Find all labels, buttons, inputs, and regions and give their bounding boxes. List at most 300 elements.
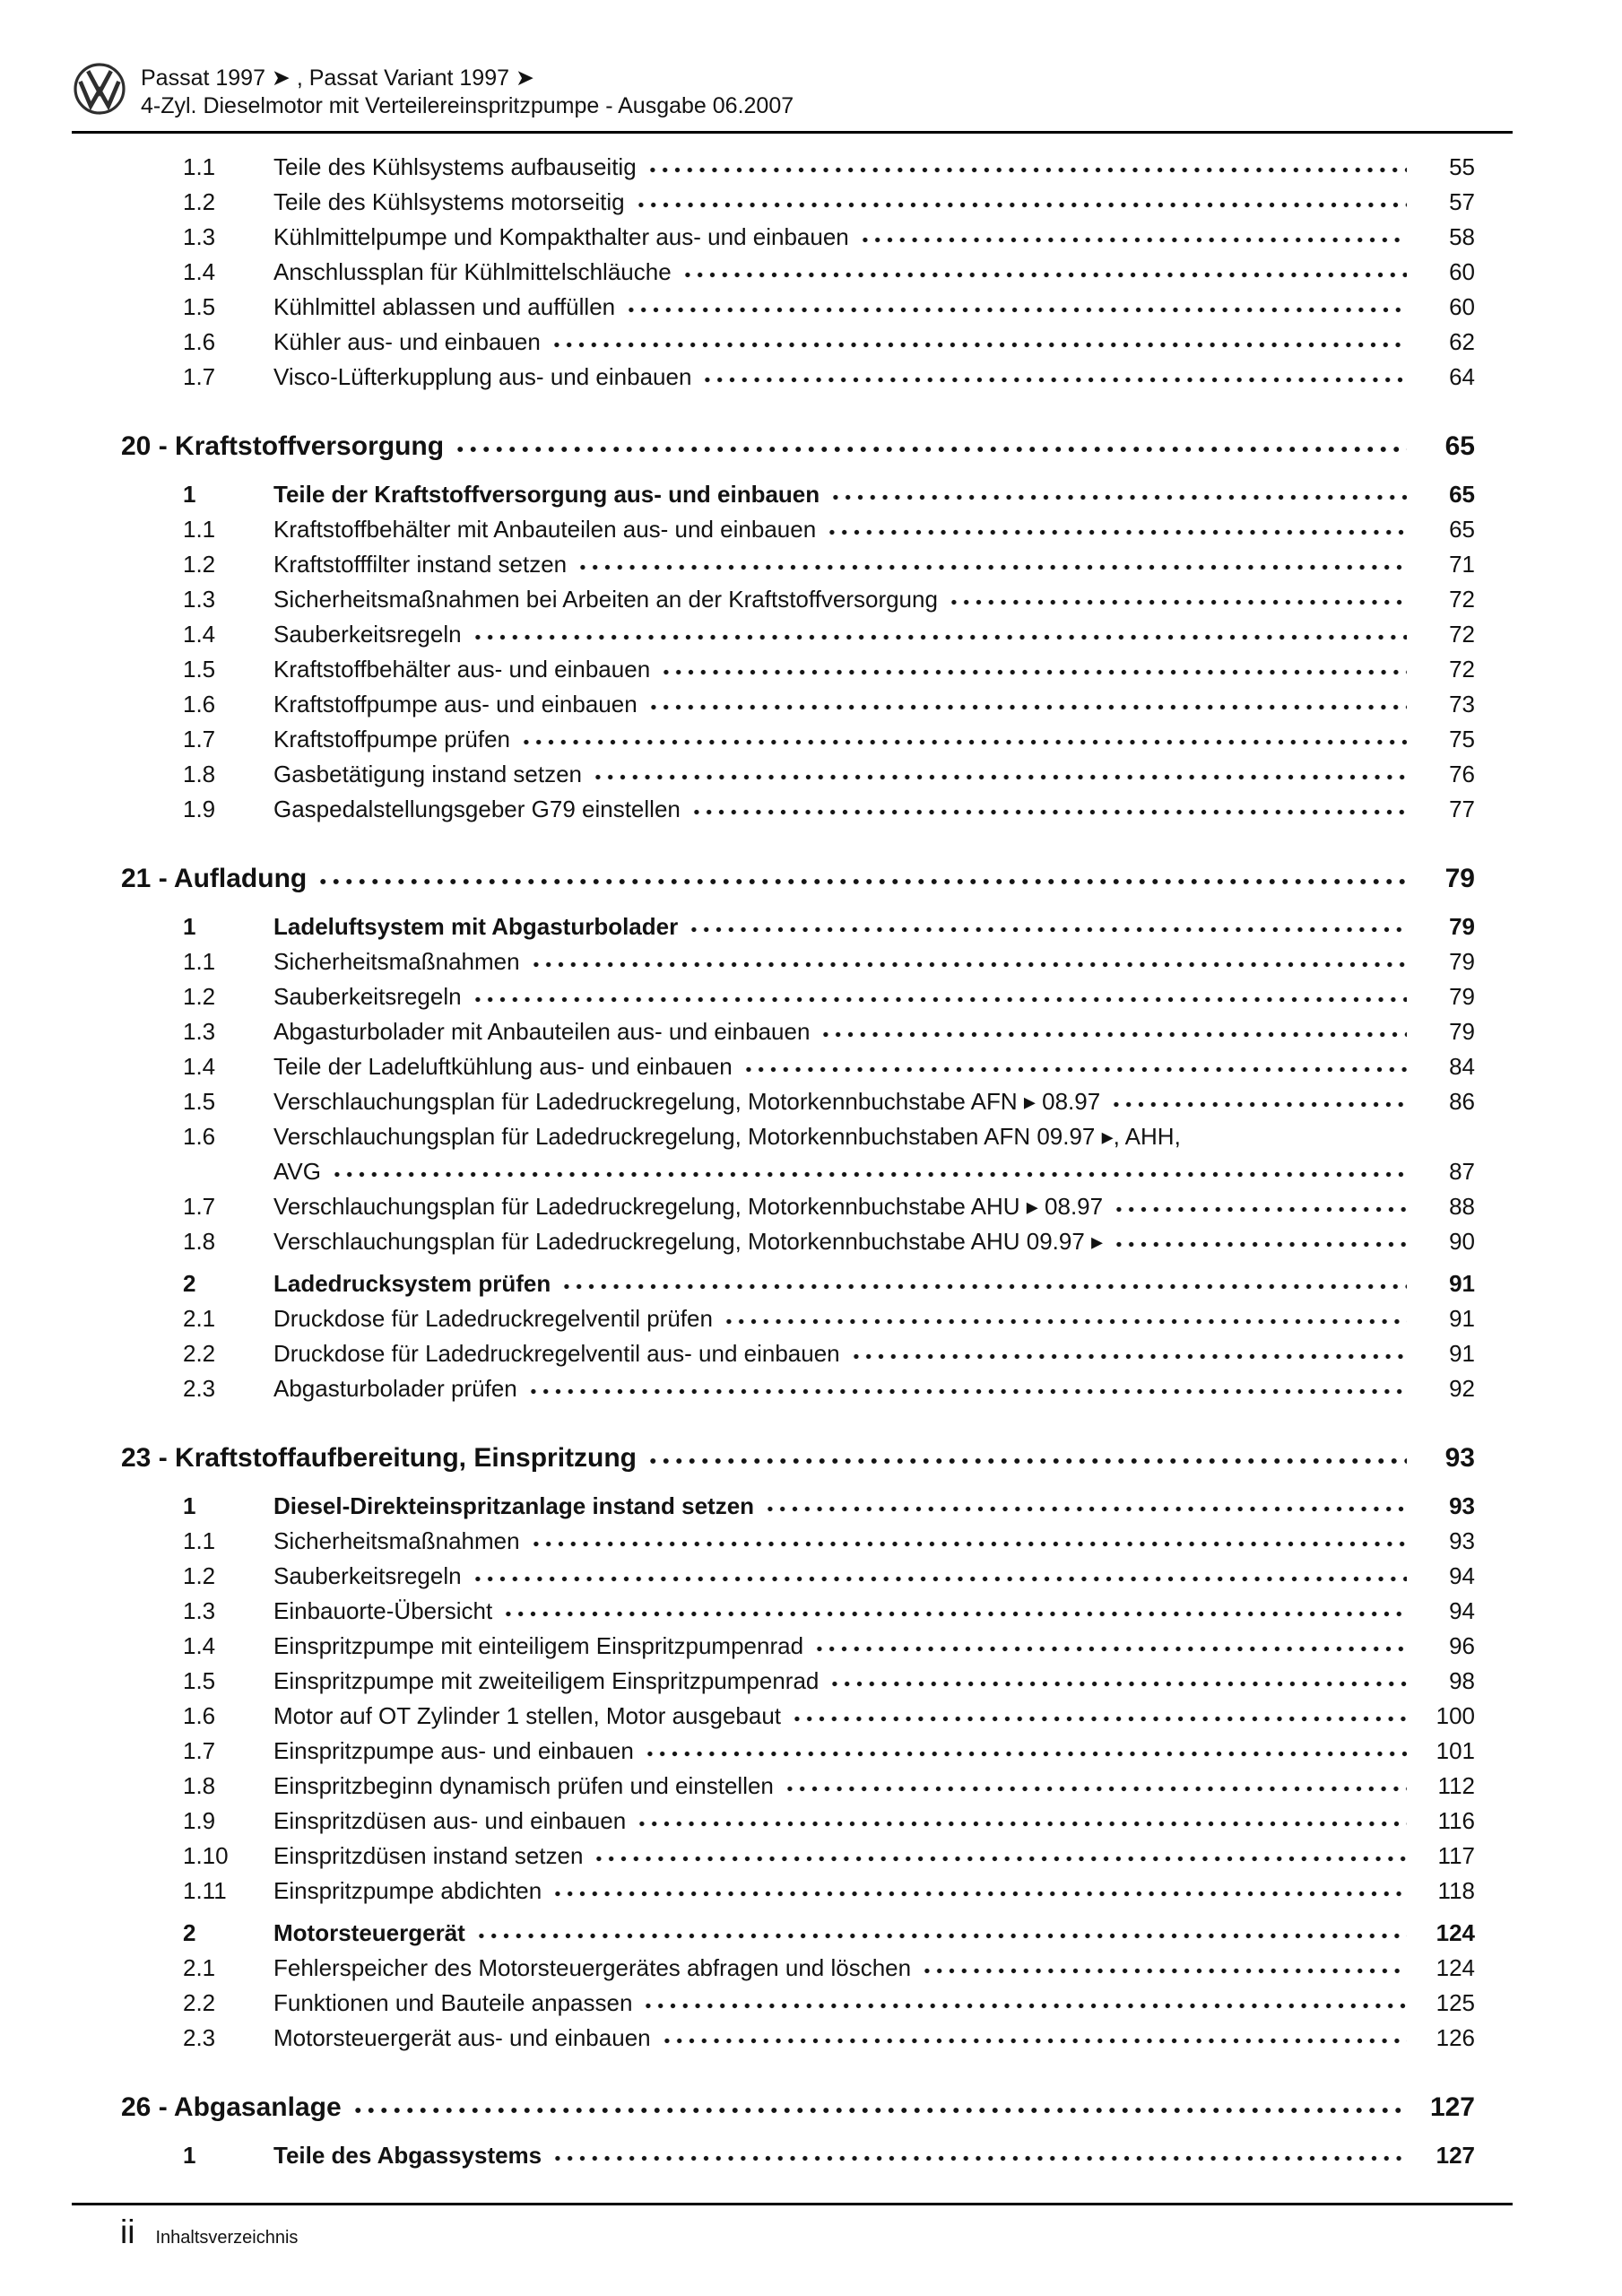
- toc-entry-body: [273, 360, 1475, 395]
- toc-entry-title: Fehlerspeicher des Motorsteuergerätes abfragen und löschen: [273, 1954, 912, 1981]
- toc-entry: [72, 1916, 1511, 1951]
- toc-entry-line: [273, 582, 1475, 617]
- footer-section-label: Inhaltsverzeichnis: [155, 2228, 299, 2248]
- toc-entry-line: [273, 1371, 1475, 1406]
- toc-entry-page: 60: [1449, 258, 1475, 285]
- toc-dot-leader: [351, 2103, 1407, 2116]
- toc-entry-number: 1.8: [183, 1772, 216, 1799]
- toc-entry-line: [273, 220, 1475, 255]
- toc-entry-number: 1.9: [183, 796, 216, 822]
- toc-dot-leader: [636, 1817, 1407, 1829]
- toc-entry-page: 72: [1449, 621, 1475, 648]
- toc-entry: [72, 792, 1511, 827]
- toc-entry-body: [273, 290, 1475, 325]
- toc-dot-leader: [1113, 1238, 1407, 1249]
- toc-entry-number: 1.3: [183, 223, 216, 250]
- toc-entry-number: 1.1: [183, 1527, 216, 1554]
- toc-entry-body: [273, 220, 1475, 255]
- toc-entry-number: 1.2: [183, 983, 216, 1010]
- toc-entry-line: [273, 1699, 1475, 1734]
- toc-entry: [72, 1336, 1511, 1371]
- toc-entry-title: Druckdose für Ladedruckregelventil aus- und einbauen: [273, 1340, 840, 1367]
- toc-dot-leader: [1110, 1098, 1407, 1109]
- toc-entry-page: 65: [1449, 481, 1475, 508]
- toc-entry-page: 65: [1449, 516, 1475, 543]
- toc-entry: [72, 1189, 1511, 1224]
- toc-entry-number: 1.6: [183, 328, 216, 355]
- toc-entry-body: [273, 1874, 1475, 1909]
- toc-dot-leader: [850, 1350, 1407, 1361]
- toc-entry-line: [273, 979, 1475, 1014]
- toc-entry-title: Einspritzbeginn dynamisch prüfen und einstellen: [273, 1772, 774, 1799]
- toc-entry: [72, 1524, 1511, 1559]
- toc-entry-line: [273, 1839, 1475, 1874]
- toc-entry-body: [273, 722, 1475, 757]
- toc-entry-number: 1.1: [183, 516, 216, 543]
- toc-dot-leader: [813, 1642, 1407, 1654]
- toc-entry-body: [273, 582, 1475, 617]
- toc-entry-body: [273, 1699, 1475, 1734]
- toc-entry-title: Einbauorte-Übersicht: [273, 1597, 493, 1624]
- toc-entry: [72, 512, 1511, 547]
- toc-chapter-entry: [72, 859, 1511, 899]
- footer-page-number: ii: [120, 2213, 135, 2250]
- toc-dot-leader: [921, 1964, 1407, 1976]
- toc-entry-line: [273, 1154, 1475, 1189]
- toc-dot-leader: [551, 338, 1407, 350]
- toc-entry-body: [273, 477, 1475, 512]
- toc-chapter-entry: [72, 2088, 1511, 2127]
- toc-entry: [72, 325, 1511, 360]
- toc-entry-title: Kraftstoffpumpe aus- und einbauen: [273, 691, 638, 718]
- toc-entry-label: 26 - Abgasanlage: [121, 2092, 342, 2122]
- header-model-line: Passat 1997 ➤ , Passat Variant 1997 ➤: [141, 65, 534, 91]
- toc-entry-page: 127: [1429, 2092, 1475, 2122]
- toc-entry-page: 76: [1449, 761, 1475, 787]
- toc-entry-title-continuation: AVG: [273, 1158, 321, 1185]
- toc-entry-line: [273, 1734, 1475, 1769]
- toc-entry-title: Diesel-Direkteinspritzanlage instand setzen: [273, 1492, 755, 1519]
- toc-entry-page: 91: [1449, 1270, 1475, 1297]
- toc-entry-title: Kühlmittel ablassen und auffüllen: [273, 293, 616, 320]
- toc-entry-line: [273, 1014, 1475, 1049]
- toc-entry-line: [273, 1189, 1475, 1224]
- toc-entry-title: Kraftstoffbehälter aus- und einbauen: [273, 656, 651, 683]
- toc-entry-number: 1.6: [183, 1702, 216, 1729]
- toc-entry-title: Sauberkeitsregeln: [273, 1562, 462, 1589]
- table-of-contents: [72, 150, 1511, 2173]
- toc-dot-leader: [859, 233, 1407, 245]
- toc-entry-body: [273, 757, 1475, 792]
- toc-entry: [72, 1594, 1511, 1629]
- toc-dot-leader: [646, 1454, 1407, 1466]
- toc-entry-line: [273, 2138, 1475, 2173]
- footer-text-block: [72, 2205, 1513, 2251]
- toc-entry-body: [273, 2138, 1475, 2173]
- toc-entry-body: [273, 547, 1475, 582]
- header-text-block: [141, 63, 794, 120]
- toc-entry-title: Gaspedalstellungsgeber G79 einstellen: [273, 796, 681, 822]
- toc-entry-body: [273, 617, 1475, 652]
- toc-entry-line: [273, 757, 1475, 792]
- toc-entry-page: 77: [1449, 796, 1475, 822]
- toc-entry-page: 118: [1437, 1877, 1475, 1904]
- toc-entry-title: Sicherheitsmaßnahmen bei Arbeiten an der Kraftstoffversorgung: [273, 586, 938, 613]
- toc-entry-number: 1.7: [183, 726, 216, 752]
- toc-entry: [72, 1084, 1511, 1119]
- toc-entry-page: 91: [1449, 1340, 1475, 1367]
- toc-dot-leader: [791, 1712, 1407, 1724]
- toc-entry-body: [273, 512, 1475, 547]
- toc-entry-title: Motorsteuergerät: [273, 1919, 465, 1946]
- toc-entry-title: Teile der Kraftstoffversorgung aus- und einbauen: [273, 481, 820, 508]
- toc-entry-line: [273, 652, 1475, 687]
- toc-dot-leader: [454, 442, 1407, 455]
- toc-entry-page: 75: [1449, 726, 1475, 752]
- toc-dot-leader: [472, 993, 1407, 1004]
- toc-entry-body: [273, 1119, 1475, 1189]
- toc-entry-title: Visco-Lüfterkupplung aus- und einbauen: [273, 363, 692, 390]
- toc-dot-leader: [577, 561, 1407, 572]
- toc-entry-title: Einspritzdüsen instand setzen: [273, 1842, 584, 1869]
- toc-entry-page: 73: [1449, 691, 1475, 718]
- toc-entry-number: 1.5: [183, 1667, 216, 1694]
- toc-entry-page: 79: [1449, 913, 1475, 940]
- toc-entry-title: Ladeluftsystem mit Abgasturbolader: [273, 913, 679, 940]
- toc-entry-body: [273, 979, 1475, 1014]
- toc-dot-leader: [642, 1999, 1407, 2011]
- toc-entry-body: [273, 255, 1475, 290]
- toc-entry-number: 1.4: [183, 1053, 216, 1080]
- toc-entry: [72, 1839, 1511, 1874]
- toc-entry-title: Abgasturbolader prüfen: [273, 1375, 517, 1402]
- toc-entry-body: [273, 1594, 1475, 1629]
- toc-entry: [72, 1559, 1511, 1594]
- toc-entry: [72, 1769, 1511, 1804]
- toc-entry-page: 65: [1444, 431, 1475, 461]
- toc-entry-number: 1.8: [183, 761, 216, 787]
- toc-entry: [72, 1119, 1511, 1189]
- toc-entry-title: Teile des Abgassystems: [273, 2142, 542, 2169]
- toc-entry-number: 2.2: [183, 1989, 216, 2016]
- toc-entry-line: [273, 792, 1475, 827]
- toc-entry-title: Druckdose für Ladedruckregelventil prüfen: [273, 1305, 713, 1332]
- toc-entry: [72, 150, 1511, 185]
- toc-entry-body: [273, 1301, 1475, 1336]
- toc-dot-leader: [635, 198, 1407, 210]
- toc-entry-page: 79: [1449, 983, 1475, 1010]
- toc-dot-leader: [742, 1063, 1407, 1074]
- toc-entry-number: 1.5: [183, 293, 216, 320]
- toc-entry-page: 62: [1449, 328, 1475, 355]
- toc-entry-number: 2: [183, 1919, 196, 1946]
- toc-entry-number: 2.2: [183, 1340, 216, 1367]
- toc-dot-leader: [502, 1607, 1407, 1619]
- toc-entry-label: 21 - Aufladung: [121, 864, 308, 893]
- toc-entry-number: 1.5: [183, 656, 216, 683]
- toc-entry-line: [273, 2021, 1475, 2056]
- toc-entry-page: 94: [1449, 1562, 1475, 1589]
- toc-entry-line: [273, 1986, 1475, 2021]
- toc-entry-line: [273, 617, 1475, 652]
- toc-entry-body: [273, 1189, 1475, 1224]
- toc-entry-title: Einspritzpumpe mit zweiteiligem Einspritzpumpenrad: [273, 1667, 820, 1694]
- toc-entry-title: Funktionen und Bauteile anpassen: [273, 1989, 633, 2016]
- header-edition-line: 4-Zyl. Dieselmotor mit Verteilereinspritzpumpe - Ausgabe 06.2007: [141, 93, 794, 118]
- toc-entry: [72, 1629, 1511, 1664]
- toc-dot-leader: [530, 1537, 1407, 1549]
- toc-dot-leader: [828, 1677, 1407, 1689]
- toc-entry-title: Teile des Kühlsystems motorseitig: [273, 188, 625, 215]
- toc-entry: [72, 185, 1511, 220]
- toc-entry-number: 1.7: [183, 363, 216, 390]
- toc-entry-title: Sauberkeitsregeln: [273, 983, 462, 1010]
- toc-entry-line: [273, 1629, 1475, 1664]
- toc-dot-leader: [472, 1572, 1407, 1584]
- toc-entry-line: [273, 1119, 1475, 1154]
- toc-entry-number: 1.1: [183, 948, 216, 975]
- toc-entry: [72, 1301, 1511, 1336]
- header-divider: [72, 131, 1513, 134]
- toc-dot-leader: [331, 1168, 1407, 1179]
- toc-entry-body: [273, 1014, 1475, 1049]
- toc-entry-body: [273, 1489, 1475, 1524]
- toc-entry: [72, 944, 1511, 979]
- toc-entry-page: 93: [1444, 1443, 1475, 1473]
- toc-entry: [72, 360, 1511, 395]
- toc-entry-number: 2.3: [183, 1375, 216, 1402]
- toc-entry-title: Ladedrucksystem prüfen: [273, 1270, 551, 1297]
- toc-entry-title: Gasbetätigung instand setzen: [273, 761, 583, 787]
- toc-entry-number: 1.2: [183, 551, 216, 578]
- toc-entry-title: Kraftstofffilter instand setzen: [273, 551, 568, 578]
- toc-entry-body: [273, 1986, 1475, 2021]
- toc-entry-number: 1.7: [183, 1193, 216, 1220]
- toc-entry-line: [273, 1049, 1475, 1084]
- toc-dot-leader: [688, 923, 1407, 935]
- toc-entry-page: 91: [1449, 1305, 1475, 1332]
- toc-entry-body: [273, 1084, 1475, 1119]
- toc-entry-title: Abgasturbolader mit Anbauteilen aus- und einbauen: [273, 1018, 811, 1045]
- toc-entry-body: [273, 1629, 1475, 1664]
- toc-entry-title: Teile der Ladeluftkühlung aus- und einbauen: [273, 1053, 733, 1080]
- toc-dot-leader: [530, 958, 1407, 970]
- toc-entry-body: [273, 1839, 1475, 1874]
- toc-entry-line: [273, 1874, 1475, 1909]
- toc-entry: [72, 652, 1511, 687]
- toc-entry: [72, 687, 1511, 722]
- toc-dot-leader: [829, 491, 1407, 502]
- toc-dot-leader: [661, 2034, 1407, 2046]
- toc-entry-page: 124: [1436, 1954, 1475, 1981]
- toc-entry-line: [273, 1224, 1475, 1259]
- toc-entry-page: 87: [1449, 1158, 1475, 1185]
- toc-entry-line: [273, 150, 1475, 185]
- toc-dot-leader: [646, 163, 1407, 175]
- toc-entry-page: 100: [1436, 1702, 1475, 1729]
- toc-entry: [72, 255, 1511, 290]
- toc-entry-page: 71: [1449, 551, 1475, 578]
- toc-dot-leader: [551, 1887, 1407, 1899]
- toc-entry-page: 116: [1437, 1807, 1475, 1834]
- toc-entry-number: 1.1: [183, 153, 216, 180]
- toc-dot-leader: [592, 770, 1407, 782]
- toc-entry-line: [273, 512, 1475, 547]
- toc-dot-leader: [317, 874, 1407, 887]
- toc-entry: [72, 1986, 1511, 2021]
- toc-entry-number: 1.4: [183, 621, 216, 648]
- toc-entry-page: 98: [1449, 1667, 1475, 1694]
- toc-entry: [72, 1049, 1511, 1084]
- toc-dot-leader: [1113, 1203, 1407, 1214]
- toc-entry-title: Sicherheitsmaßnahmen: [273, 1527, 520, 1554]
- toc-entry: [72, 290, 1511, 325]
- toc-entry-title: Motorsteuergerät aus- und einbauen: [273, 2024, 651, 2051]
- toc-entry-line: [273, 687, 1475, 722]
- toc-entry-line: [273, 325, 1475, 360]
- toc-entry-line: [273, 1951, 1475, 1986]
- toc-entry: [72, 1804, 1511, 1839]
- toc-entry-number: 1.8: [183, 1228, 216, 1255]
- toc-entry-line: [273, 1336, 1475, 1371]
- toc-entry-line: [273, 477, 1475, 512]
- toc-entry-number: 1.4: [183, 1632, 216, 1659]
- toc-entry-line: [273, 1804, 1475, 1839]
- toc-dot-leader: [551, 2152, 1407, 2163]
- toc-chapter-entry: [72, 1439, 1511, 1478]
- toc-entry-page: 93: [1449, 1527, 1475, 1554]
- toc-entry-body: [273, 944, 1475, 979]
- toc-entry-body: [273, 1266, 1475, 1301]
- toc-entry: [72, 1224, 1511, 1259]
- toc-entry-line: [273, 1594, 1475, 1629]
- toc-entry-page: 84: [1449, 1053, 1475, 1080]
- toc-entry-page: 88: [1449, 1193, 1475, 1220]
- toc-entry-page: 60: [1449, 293, 1475, 320]
- toc-entry-page: 126: [1436, 2024, 1475, 2051]
- toc-entry-line: [273, 909, 1475, 944]
- toc-entry-number: 1: [183, 2142, 196, 2169]
- toc-entry-number: 1.9: [183, 1807, 216, 1834]
- toc-entry-page: 86: [1449, 1088, 1475, 1115]
- toc-entry: [72, 582, 1511, 617]
- toc-entry-number: 1: [183, 481, 196, 508]
- toc-entry-line: [273, 1664, 1475, 1699]
- toc-entry-body: [273, 1049, 1475, 1084]
- toc-dot-leader: [764, 1502, 1407, 1514]
- toc-entry-body: [273, 1769, 1475, 1804]
- toc-entry-body: [273, 2021, 1475, 2056]
- toc-entry-page: 92: [1449, 1375, 1475, 1402]
- toc-entry-body: [273, 185, 1475, 220]
- toc-entry: [72, 1266, 1511, 1301]
- toc-entry-page: 112: [1437, 1772, 1475, 1799]
- toc-entry-body: [273, 792, 1475, 827]
- toc-entry-title: Motor auf OT Zylinder 1 stellen, Motor ausgebaut: [273, 1702, 782, 1729]
- toc-entry-page: 55: [1449, 153, 1475, 180]
- toc-entry-title: Verschlauchungsplan für Ladedruckregelung, Motorkennbuchstaben AFN 09.97 ▸, AHH,: [273, 1123, 1181, 1150]
- toc-entry-page: 90: [1449, 1228, 1475, 1255]
- vw-logo-icon: [74, 63, 126, 115]
- toc-entry-body: [273, 1371, 1475, 1406]
- toc-entry-page: 93: [1449, 1492, 1475, 1519]
- toc-entry-body: [273, 1224, 1475, 1259]
- toc-entry-body: [273, 1664, 1475, 1699]
- toc-dot-leader: [593, 1852, 1407, 1864]
- toc-entry: [72, 2021, 1511, 2056]
- page-header: [0, 0, 1622, 120]
- toc-dot-leader: [826, 526, 1407, 537]
- toc-dot-leader: [472, 631, 1407, 642]
- toc-entry-title: Verschlauchungsplan für Ladedruckregelung, Motorkennbuchstabe AHU ▸ 08.97: [273, 1193, 1104, 1220]
- toc-entry: [72, 1951, 1511, 1986]
- toc-entry-page: 72: [1449, 656, 1475, 683]
- toc-entry-page: 72: [1449, 586, 1475, 613]
- toc-entry: [72, 757, 1511, 792]
- toc-entry-title: Anschlussplan für Kühlmittelschläuche: [273, 258, 672, 285]
- toc-entry-title: Einspritzpumpe aus- und einbauen: [273, 1737, 634, 1764]
- toc-entry-line: [273, 722, 1475, 757]
- toc-entry: [72, 1489, 1511, 1524]
- toc-dot-leader: [701, 373, 1407, 385]
- toc-dot-leader: [690, 805, 1407, 817]
- toc-entry-title: Kraftstoffpumpe prüfen: [273, 726, 511, 752]
- toc-entry-title: Einspritzpumpe mit einteiligem Einspritzpumpenrad: [273, 1632, 804, 1659]
- toc-entry-body: [273, 1524, 1475, 1559]
- toc-entry: [72, 909, 1511, 944]
- toc-dot-leader: [527, 1385, 1407, 1396]
- toc-entry: [72, 2138, 1511, 2173]
- toc-entry-body: [273, 1336, 1475, 1371]
- toc-entry-title: Sicherheitsmaßnahmen: [273, 948, 520, 975]
- toc-entry-line: [273, 1559, 1475, 1594]
- toc-entry-title: Verschlauchungsplan für Ladedruckregelung, Motorkennbuchstabe AHU 09.97 ▸: [273, 1228, 1104, 1255]
- toc-entry-title: Verschlauchungsplan für Ladedruckregelung, Motorkennbuchstabe AFN ▸ 08.97: [273, 1088, 1101, 1115]
- toc-entry-number: 1.10: [183, 1842, 229, 1869]
- toc-entry-label: 20 - Kraftstoffversorgung: [121, 431, 445, 461]
- toc-entry-line: [273, 1524, 1475, 1559]
- toc-entry-number: 1.4: [183, 258, 216, 285]
- toc-entry-page: 94: [1449, 1597, 1475, 1624]
- toc-entry-number: 1.7: [183, 1737, 216, 1764]
- toc-entry-body: [273, 687, 1475, 722]
- toc-entry-number: 1.2: [183, 1562, 216, 1589]
- toc-entry-number: 1.5: [183, 1088, 216, 1115]
- toc-entry-number: 1.3: [183, 586, 216, 613]
- toc-entry-line: [273, 255, 1475, 290]
- toc-entry-title: Teile des Kühlsystems aufbauseitig: [273, 153, 637, 180]
- toc-entry-number: 2.1: [183, 1954, 216, 1981]
- toc-entry-number: 1.6: [183, 1123, 216, 1150]
- toc-entry: [72, 1371, 1511, 1406]
- toc-entry-label: 23 - Kraftstoffaufbereitung, Einspritzung: [121, 1443, 638, 1473]
- toc-entry-body: [273, 325, 1475, 360]
- toc-dot-leader: [723, 1315, 1407, 1326]
- toc-dot-leader: [644, 1747, 1407, 1759]
- toc-entry-body: [273, 150, 1475, 185]
- toc-entry: [72, 477, 1511, 512]
- toc-entry-page: 96: [1449, 1632, 1475, 1659]
- toc-entry-number: 2: [183, 1270, 196, 1297]
- toc-entry-number: 1: [183, 913, 196, 940]
- toc-entry-number: 1.6: [183, 691, 216, 718]
- toc-entry: [72, 1014, 1511, 1049]
- toc-entry: [72, 1734, 1511, 1769]
- toc-entry-line: [273, 547, 1475, 582]
- toc-dot-leader: [784, 1782, 1407, 1794]
- toc-entry-line: [273, 1769, 1475, 1804]
- toc-entry-line: [273, 944, 1475, 979]
